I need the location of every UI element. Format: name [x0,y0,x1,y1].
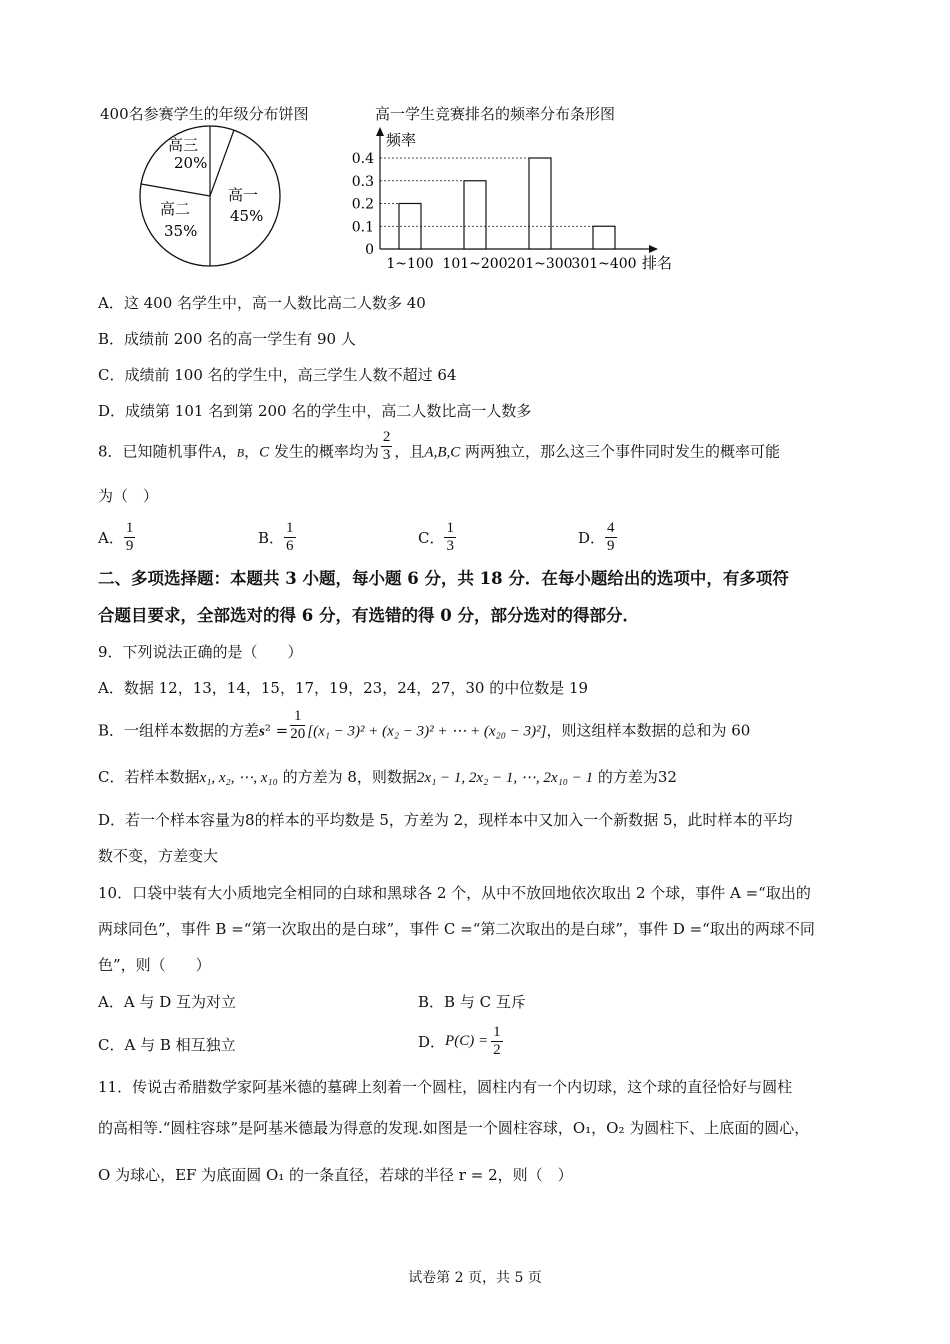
q8-option-c-frac [444,520,456,555]
q8-option-b-den: 6 [286,538,294,554]
q10-d-frac [491,1024,503,1059]
bar-4 [593,226,615,249]
pie-label-gao3: 高三 [168,136,199,154]
y-tick-label: 0.2 [351,196,374,213]
q9-b-frac [290,708,305,743]
q10-d-pre: D． [418,1033,446,1051]
q7-option-a: A．这 400 名学生中，高一人数比高二人数多 40 [98,294,426,312]
y-axis-arrow [376,127,384,136]
q9-option-a: A．数据 12，13，14，15，17，19，23，24，27，30 的中位数是 19 [98,679,589,697]
q8-event-c: C [259,444,270,461]
q10-stem-line2: 两球同色”，事件 B =“第一次取出的是白球”，事件 C =“第二次取出的是白球”，事件 D =“取出的两球不同 [98,920,815,938]
bar-chart [340,125,680,275]
q8-option-d-frac [605,520,617,555]
x-axis-arrow [649,245,658,253]
q8-fraction [381,429,393,464]
q9-option-d-line2: 数不变，方差变大 [98,847,219,865]
pie-chart [130,118,295,273]
q7-option-b: B．成绩前 200 名的高一学生有 90 人 [98,330,356,348]
bar-chart-title: 高一学生竞赛排名的频率分布条形图 [375,105,616,123]
y-tick-label: 0 [365,242,374,258]
x-tick-label: 101~200 [442,256,508,272]
q8-frac-den: 3 [382,447,391,463]
q8-option-a-frac [124,520,136,555]
q10-option-d [418,1024,503,1059]
q9-b-frac-den: 20 [290,726,306,742]
q8-stem-line2: 为（ ） [98,487,159,505]
y-tick-label: 0.3 [351,173,374,190]
pie-label-gao2: 高二 [160,200,191,218]
q8-option-d [578,520,617,555]
q9-b-eq: ² = [264,721,289,740]
q8-option-b-label: B． [258,529,285,547]
q10-stem-line1: 10．口袋中装有大小质地完全相同的白球和黑球各 2 个，从中不放回地依次取出 2 个球，事件 A =“取出的 [98,884,811,902]
y-tick-label: 0.4 [351,151,374,167]
y-axis-label: 频率 [386,131,417,149]
q9-option-b [98,708,751,743]
pie-pct-gao3: 20% [174,154,208,172]
bar-3 [529,158,551,249]
section2-heading-line2: 合题目要求，全部选对的得 6 分，有选错的得 0 分，部分选对的得部分． [98,606,639,625]
x-axis-label: 排名 [642,254,673,272]
pie-chart-title: 400名参赛学生的年级分布饼图 [100,105,309,123]
q9-b-s: s [259,723,265,740]
q8-option-d-den: 9 [607,538,615,554]
x-tick-label: 1~100 [386,256,434,272]
q9-c-y: 2x₁ − 1, 2x₂ − 1, ⋯, 2x₁₀ − 1 [416,770,594,786]
q10-d-num: 1 [493,1024,501,1040]
q9-b-frac-num: 1 [290,708,305,726]
q8-option-d-label: D． [578,529,606,547]
q9-c-post: 的方差为32 [593,768,677,786]
x-tick-label: 301~400 [571,256,637,272]
q8-stem-b: 发生的概率均为 [269,442,379,461]
q11-stem-line2: 的高相等.“圆柱容球”是阿基米德最为得意的发现.如图是一个圆柱容球，O₁，O₂ 为圆柱下、上底面的圆心， [98,1119,810,1137]
q8-stem-d: 两两独立，那么这三个事件同时发生的概率可能 [460,442,781,461]
q9-b-post: ，则这组样本数据的总和为 60 [546,721,751,740]
q10-option-c: C．A 与 B 相互独立 [98,1036,236,1054]
x-tick-label: 201~300 [507,256,573,272]
q11-stem-line3: O 为球心，EF 为底面圆 O₁ 的一条直径，若球的半径 r = 2，则（ ） [98,1166,573,1184]
page-footer: 试卷第 2 页，共 5 页 [408,1270,542,1286]
q10-stem-line3: 色”，则（ ） [98,956,211,974]
q8-option-b [258,520,296,555]
q8-event-a: A [212,444,222,461]
q9-b-pre: B．一组样本数据的方差 [98,721,260,740]
q8-stem-a: 8．已知随机事件 [98,442,213,461]
q9-option-d-line1: D．若一个样本容量为8的样本的平均数是 5，方差为 2，现样本中又加入一个新数据 5，此时样本的平均 [98,811,793,829]
q8-option-a-den: 9 [125,538,134,554]
q9-stem: 9．下列说法正确的是（ ） [98,643,303,661]
q10-option-a: A．A 与 D 互为对立 [98,993,236,1011]
q8-option-c-label: C． [418,529,445,547]
pie-label-gao1: 高一 [228,186,259,204]
q8-option-d-num: 4 [607,520,615,536]
q7-option-d: D．成绩第 101 名到第 200 名的学生中，高二人数比高一人数多 [98,402,532,420]
q8-option-a-label: A． [98,529,124,547]
q8-sep1: ， [221,442,237,461]
q8-sep2: ， [244,442,260,461]
pie-pct-gao1: 45% [230,207,264,225]
q11-stem-line1: 11．传说古希腊数学家阿基米德的墓碑上刻着一个圆柱，圆柱内有一个内切球，这个球的直径恰好与圆柱 [98,1078,793,1096]
q10-d-den: 2 [493,1042,501,1058]
y-tick-label: 0.1 [351,219,374,236]
q9-b-expr: [(x₁ − 3)² + (x₂ − 3)² + ⋯ + (x₂₀ − 3)²] [307,723,547,740]
q8-option-b-frac [284,520,296,555]
q8-abc: A,B,C [424,444,461,461]
section2-heading-line1: 二、多项选择题：本题共 3 小题，每小题 6 分，共 18 分．在每小题给出的选项中，有多项符 [98,569,789,588]
bar-2 [464,181,486,249]
q8-stem-c: ，且 [394,442,425,461]
q8-option-c [418,520,456,555]
q9-c-mid: 的方差为 8，则数据 [277,768,417,786]
q8-stem [98,429,781,464]
pie-pct-gao2: 35% [164,222,198,240]
q8-frac-num: 2 [382,429,391,445]
q8-option-c-num: 1 [446,520,454,536]
q8-event-b: B [236,445,245,460]
q8-option-b-num: 1 [286,520,294,536]
q9-c-x: x₁, x₂, ⋯, x₁₀ [199,770,278,786]
q9-option-c [98,767,677,788]
q8-option-a-num: 1 [125,520,134,536]
q10-d-expr: P(C) = [445,1033,489,1049]
q8-option-c-den: 3 [446,538,454,554]
q10-option-b: B．B 与 C 互斥 [418,993,526,1011]
q8-option-a [98,520,135,555]
q7-option-c: C．成绩前 100 名的学生中，高三学生人数不超过 64 [98,366,457,384]
q9-c-pre: C．若样本数据 [98,768,200,786]
